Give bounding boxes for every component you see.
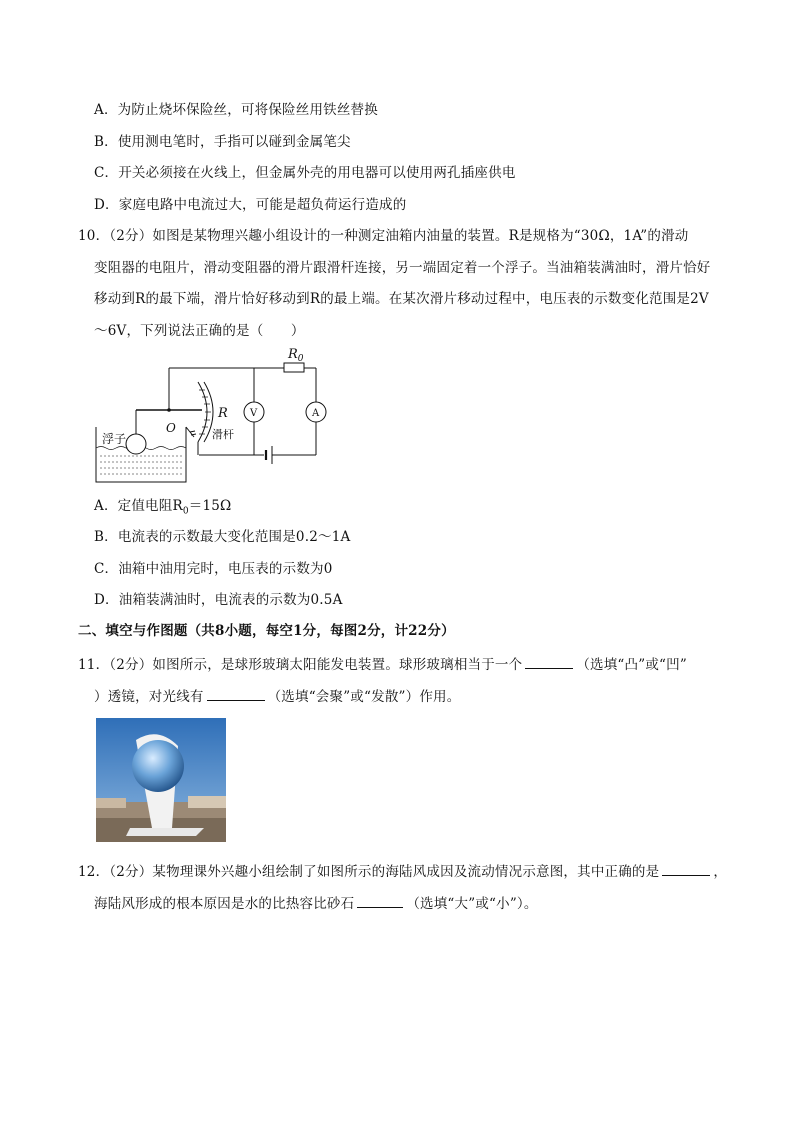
label-voltmeter: V [250,408,258,419]
label-r0: $R_0$ [288,347,304,364]
q10-stem-line1: 10．（2分）如图是某物理兴趣小组设计的一种测定油箱内油量的装置。R是规格为“30Ω，1A”的滑动 [78,228,689,244]
label-float: 浮子 [102,432,127,446]
q10-stem-line4: ～6V，下列说法正确的是（ ） [94,323,305,339]
q9-option-c: C．开关必须接在火线上，但金属外壳的用电器可以使用两孔插座供电 [94,165,516,181]
spherical-glass-solar-photo [96,718,226,842]
resistor-r0-symbol [284,363,304,372]
q11-answer-blank-1[interactable] [525,654,573,669]
q10-option-a: A．定值电阻$R_0=15\Omega$ [94,498,232,517]
section-2-heading: 二、填空与作图题（共8小题，每空1分，每图2分，计22分） [78,623,455,639]
float-ball [126,434,146,454]
photo-glass-sphere [132,740,184,792]
q10-stem-line2: 变阻器的电阻片，滑动变阻器的滑片跟滑杆连接，另一端固定着一个浮子。当油箱装满油时，滑片恰好 [94,260,711,276]
pivot-point [167,408,171,412]
oil-gauge-circuit-diagram [94,340,334,490]
q11-answer-blank-2[interactable] [207,686,265,701]
q9-option-b: B．使用测电笔时，手指可以碰到金属笔尖 [94,134,351,150]
q12-stem-line2: 海陆风形成的根本原因是水的比热容比砂石 （选填“大”或“小”）。 [94,893,538,913]
q9-option-a: A．为防止烧坏保险丝，可将保险丝用铁丝替换 [94,102,378,118]
q11-stem-line2: ）透镜，对光线有 （选填“会聚”或“发散”）作用。 [94,686,460,706]
label-ammeter: A [312,408,320,419]
q10-stem-line3: 移动到R的最下端，滑片恰好移动到R的最上端。在某次滑片移动过程中，电压表的示数变化范围是2V [94,291,709,307]
label-rod: 滑杆 [212,428,234,441]
label-r: R [218,406,228,421]
q12-answer-blank-1[interactable] [662,861,710,876]
q11-stem-line1: 11．（2分）如图所示，是球形玻璃太阳能发电装置。球形玻璃相当于一个 （选填“凸”或“凹” [78,654,687,674]
label-o: O [166,421,176,435]
q12-answer-blank-2[interactable] [357,893,403,908]
q10-option-c: C．油箱中油用完时，电压表的示数为0 [94,561,333,577]
q9-option-d: D．家庭电路中电流过大，可能是超负荷运行造成的 [94,197,407,213]
q10-option-b: B．电流表的示数最大变化范围是0.2～1A [94,529,351,545]
q10-option-d: D．油箱装满油时，电流表的示数为0.5A [94,592,343,608]
q12-stem-line1: 12．（2分）某物理课外兴趣小组绘制了如图所示的海陆风成因及流动情况示意图，其中正确的是 ， [78,861,727,881]
